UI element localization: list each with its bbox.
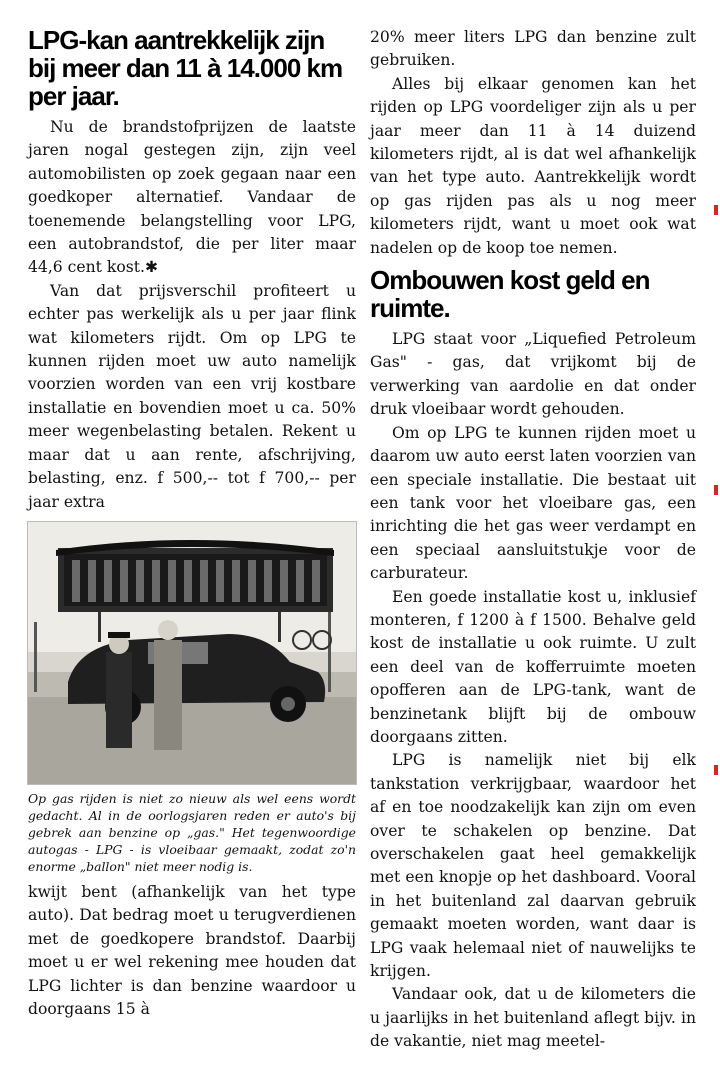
price-difference-paragraph: Van dat prijsverschil profiteert u echter pas werkelijk als u per jaar flink wat kilometers rijdt. Om op LPG te kunnen rijden moet uw auto namelijk voorzien worden van een vrij kostbare installatie en bovendien moet u ca. 50% meer wegenbelasting betalen. Rekent u maar dat u aan rente, afschrijving, belasting, enz. f 500,-- tot f 700,-- per jaar extra [28, 281, 356, 511]
right-column [370, 26, 696, 1054]
photo-illustration [28, 522, 356, 784]
article-headline: LPG-kan aantrekkelijk zijn bij meer dan 11 à 14.000 km per jaar. [28, 25, 343, 111]
availability-paragraph: LPG is namelijk niet bij elk tankstation verkrijgbaar, waardoor het af en toe noodzakelijk kan zijn om even over te schakelen op benzine. Dat overschakelen gaat heel gemakkelijk met een knopje op het dashboard. Vooral in het buitenland zal daarvan gebruik gemaakt moeten worden, want daar is LPG vaak helemaal niet of nauwelijks te krijgen. [370, 751, 696, 981]
right-top-paragraph-2: Alles bij elkaar genomen kan het rijden op LPG voordeliger zijn als u per jaar meer dan 11 à 14 duizend kilometers rijdt, al is dat wel afhankelijk van het type auto. Aantrekkelijk wordt op gas rijden pas als u nog meer kilometers rijdt, want u moet ook wat nadelen op de koop toe nemen. [370, 74, 696, 257]
left-column [28, 26, 356, 1021]
edge-mark-2 [714, 485, 718, 495]
edge-mark-3 [714, 765, 718, 775]
lpg-definition-paragraph: LPG staat voor „Liquefied Petroleum Gas" - gas, dat vrijkomt bij de verwerking van aardolie en dat onder druk vloeibaar wordt gehouden. [370, 330, 696, 419]
section-subheading: Ombouwen kost geld en ruimte. [370, 265, 650, 324]
installation-paragraph: Om op LPG te kunnen rijden moet u daarom uw auto eerst laten voorzien van een speciale installatie. Die bestaat uit een tank voor het vloeibare gas, een inrichting die het gas weer verdampt en een speciaal aansluitstukje voor de carburateur. [370, 423, 696, 583]
historic-gas-car-photo [28, 522, 356, 784]
intro-paragraph: Nu de brandstofprijzen de laatste jaren nogal gestegen zijn, zijn veel automobilisten op zoek gegaan naar een goedkoper alternatief. Vandaar de toenemende belangstelling voor LPG, een autobrandstof, die per liter maar 44,6 cent kost.✱ [28, 118, 356, 277]
left-continued-paragraph: kwijt bent (afhankelijk van het type auto). Dat bedrag moet u terugverdienen met de goedkopere brandstof. Daarbij moet u er wel rekening mee houden dat LPG lichter is dan benzine waardoor u doorgaans 15 à [28, 882, 356, 1018]
right-top-paragraph-1: 20% meer liters LPG dan benzine zult gebruiken. [370, 28, 696, 70]
edge-mark-1 [714, 205, 718, 215]
abroad-paragraph: Vandaar ook, dat u de kilometers die u jaarlijks in het buitenland aflegt bijv. in de vakantie, niet mag meetel- [370, 985, 696, 1051]
photo-caption: Op gas rijden is niet zo nieuw als wel eens wordt gedacht. Al in de oorlogsjaren reden er auto's bij gebrek aan benzine op „gas." Het tegenwoordige autogas - LPG - is vloeibaar gemaakt, zodat zo'n enorme „ballon" niet meer nodig is. [28, 790, 356, 874]
cost-paragraph: Een goede installatie kost u, inklusief monteren, f 1200 à f 1500. Behalve geld kost de installatie u ook ruimte. U zult een deel van de kofferruimte moeten opofferen aan de LPG-tank, want de benzinetank blijft bij de ombouw doorgaans zitten. [370, 587, 696, 746]
